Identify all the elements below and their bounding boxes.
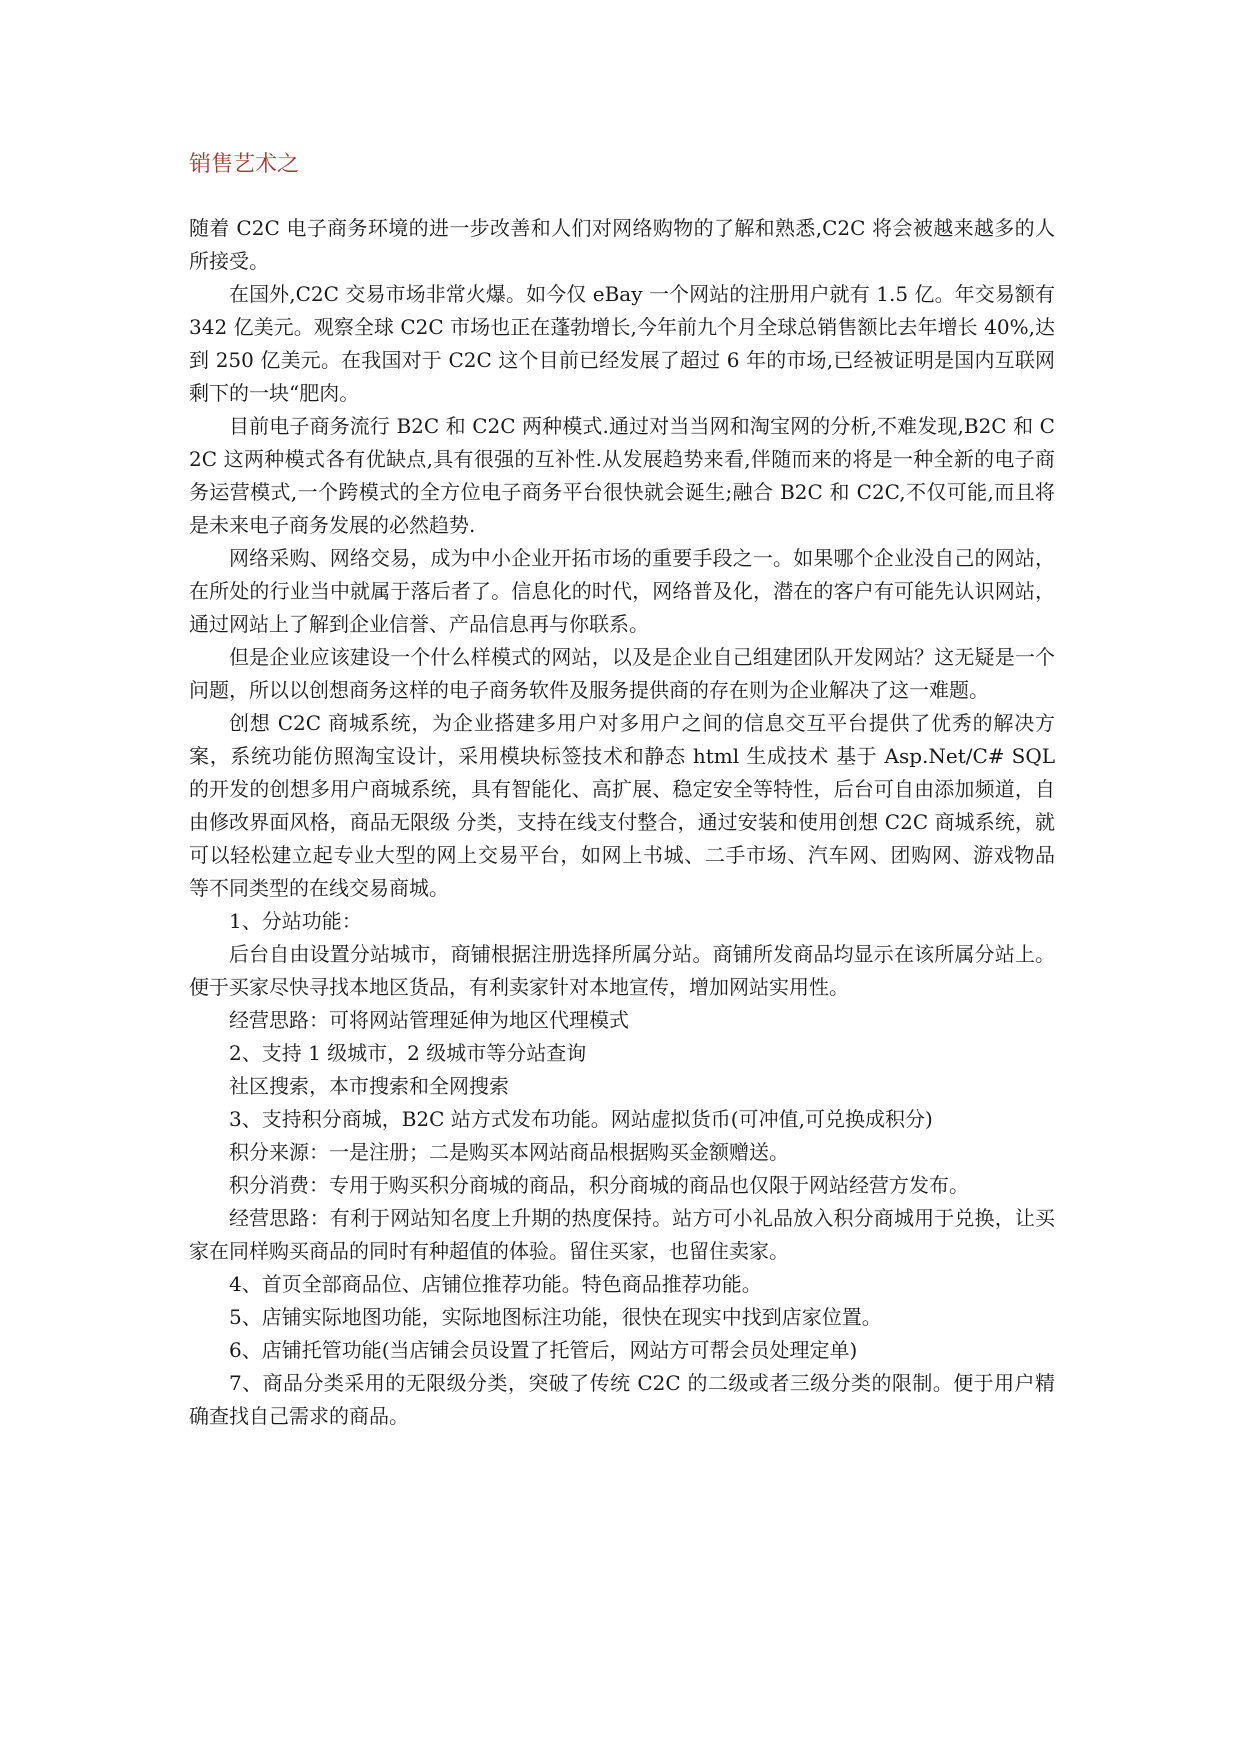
paragraph-online-procurement: 网络采购、网络交易，成为中小企业开拓市场的重要手段之一。如果哪个企业没自己的网站，在所处的行业当中就属于落后者了。信息化的时代，网络普及化，潜在的客户有可能先认识网站，通过网站上了解到企业信誉、产品信息再与你联系。 [189, 546, 1055, 636]
feature-3-points-source: 积分来源：一是注册；二是购买本网站商品根据购买金额赠送。 [229, 1140, 789, 1164]
feature-3-heading: 3、支持积分商城，B2C 站方式发布功能。网站虚拟货币(可冲值,可兑换成积分) [229, 1107, 933, 1131]
feature-2-heading: 2、支持 1 级城市，2 级城市等分站查询 [229, 1041, 587, 1065]
document-title: 销售艺术之 [189, 152, 300, 177]
feature-1-heading: 1、分站功能： [229, 909, 362, 933]
feature-7: 7、商品分类采用的无限级分类，突破了传统 C2C 的二级或者三级分类的限制。便于用户精确查找自己需求的商品。 [189, 1371, 1055, 1428]
feature-1-description: 后台自由设置分站城市，商铺根据注册选择所属分站。商铺所发商品均显示在该所属分站上。便于买家尽快寻找本地区货品，有利卖家针对本地宣传，增加网站实用性。 [189, 942, 1055, 999]
feature-2-search: 社区搜索，本市搜索和全网搜索 [229, 1074, 509, 1098]
paragraph-overseas-market: 在国外,C2C 交易市场非常火爆。如今仅 eBay 一个网站的注册用户就有 1.5 亿。年交易额有 342 亿美元。观察全球 C2C 市场也正在蓬勃增长,今年前九个月全球总销售额比去年增长 40%,达到 250 亿美元。在我国对于 C2C 这个目前已经发展了超过 6 年的市场,已经被证明是国内互联网剩下的一块“肥肉。 [189, 282, 1055, 405]
paragraph-b2c-c2c-models: 目前电子商务流行 B2C 和 C2C 两种模式.通过对当当网和淘宝网的分析,不难发现,B2C 和 C2C 这两种模式各有优缺点,具有很强的互补性.从发展趋势来看,伴随而来的将是一种全新的电子商务运营模式,一个跨模式的全方位电子商务平台很快就会诞生;融合 B2C 和 C2C,不仅可能,而且将是未来电子商务发展的必然趋势. [189, 414, 1055, 537]
feature-3-points-usage: 积分消费：专用于购买积分商城的商品，积分商城的商品也仅限于网站经营方发布。 [229, 1173, 969, 1197]
feature-5: 5、店铺实际地图功能，实际地图标注功能，很快在现实中找到店家位置。 [229, 1305, 882, 1329]
feature-6: 6、店铺托管功能(当店铺会员设置了托管后，网站方可帮会员处理定单) [229, 1338, 858, 1362]
paragraph-website-question: 但是企业应该建设一个什么样模式的网站，以及是企业自己组建团队开发网站？这无疑是一个问题，所以以创想商务这样的电子商务软件及服务提供商的存在则为企业解决了这一难题。 [189, 645, 1055, 702]
document-body [189, 212, 1055, 1433]
paragraph-mall-system: 创想 C2C 商城系统，为企业搭建多用户对多用户之间的信息交互平台提供了优秀的解决方案，系统功能仿照淘宝设计，采用模块标签技术和静态 html 生成技术 基于 Asp.Net/C# SQL 的开发的创想多用户商城系统，具有智能化、高扩展、稳定安全等特性，后台可自由添加频道，自由修改界面风格，商品无限级 分类，支持在线支付整合，通过安装和使用创想 C2C 商城系统，就可以轻松建立起专业大型的网上交易平台，如网上书城、二手市场、汽车网、团购网、游戏物品 等不同类型的在线交易商城。 [189, 711, 1055, 900]
feature-1-business-idea: 经营思路：可将网站管理延伸为地区代理模式 [229, 1008, 629, 1032]
feature-4: 4、首页全部商品位、店铺位推荐功能。特色商品推荐功能。 [229, 1272, 762, 1296]
paragraph-intro: 随着 C2C 电子商务环境的进一步改善和人们对网络购物的了解和熟悉,C2C 将会被越来越多的人所接受。 [189, 216, 1055, 273]
feature-3-business-idea: 经营思路：有利于网站知名度上升期的热度保持。站方可小礼品放入积分商城用于兑换，让买家在同样购买商品的同时有种超值的体验。留住买家，也留住卖家。 [189, 1206, 1055, 1263]
